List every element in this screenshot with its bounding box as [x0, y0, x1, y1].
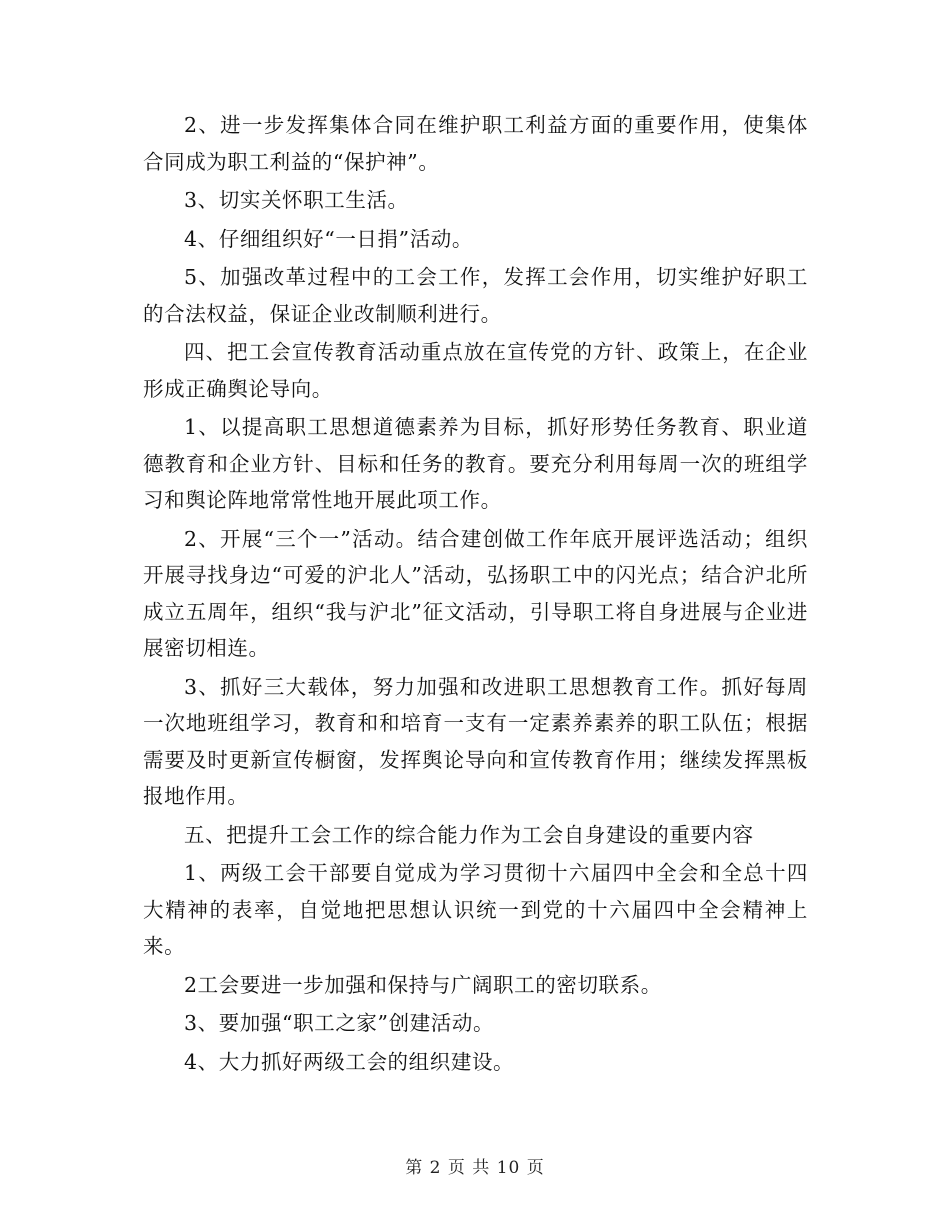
- paragraph: 3、抓好三大载体，努力加强和改进职工思想教育工作。抓好每周一次地班组学习，教育和和培育一支有一定素养素养的职工队伍；根据需要及时更新宣传橱窗，发挥舆论导向和宣传教育作用；继续发挥黑板报地作用。: [143, 674, 808, 808]
- paragraph: 2、进一步发挥集体合同在维护职工利益方面的重要作用，使集体合同成为职工利益的“保护神”。: [143, 113, 808, 174]
- paragraph: 4、大力抓好两级工会的组织建设。: [184, 1049, 515, 1074]
- paragraph: 1、以提高职工思想道德素养为目标，抓好形势任务教育、职业道德教育和企业方针、目标和任务的教育。要充分利用每周一次的班组学习和舆论阵地常常性地开展此项工作。: [143, 415, 808, 512]
- paragraph: 2、开展“三个一”活动。结合建创做工作年底开展评选活动；组织开展寻找身边“可爱的沪北人”活动，弘扬职工中的闪光点；结合沪北所成立五周年，组织“我与沪北”征文活动，引导职工将自身进展与企业进展密切相连。: [143, 526, 808, 660]
- paragraph: 2工会要进一步加强和保持与广阔职工的密切联系。: [184, 972, 662, 997]
- section-heading-five: 五、把提升工会工作的综合能力作为工会自身建设的重要内容: [184, 822, 754, 847]
- paragraph: 4、仔细组织好“一日捐”活动。: [184, 226, 474, 251]
- paragraph: 3、切实关怀职工生活。: [184, 188, 409, 212]
- paragraph: 5、加强改革过程中的工会工作，发挥工会作用，切实维护好职工的合法权益，保证企业改制顺利进行。: [143, 265, 808, 326]
- paragraph: 1、两级工会干部要自觉成为学习贯彻十六届四中全会和全总十四大精神的表率，自觉地把思想认识统一到党的十六届四中全会精神上来。: [143, 861, 808, 958]
- document-body: [143, 107, 808, 1082]
- page-number-footer: 第 2 页 共 10 页: [405, 1158, 545, 1178]
- section-heading-four: 四、把工会宣传教育活动重点放在宣传党的方针、政策上，在企业形成正确舆论导向。: [143, 340, 808, 401]
- paragraph: 3、要加强“职工之家”创建活动。: [184, 1011, 495, 1035]
